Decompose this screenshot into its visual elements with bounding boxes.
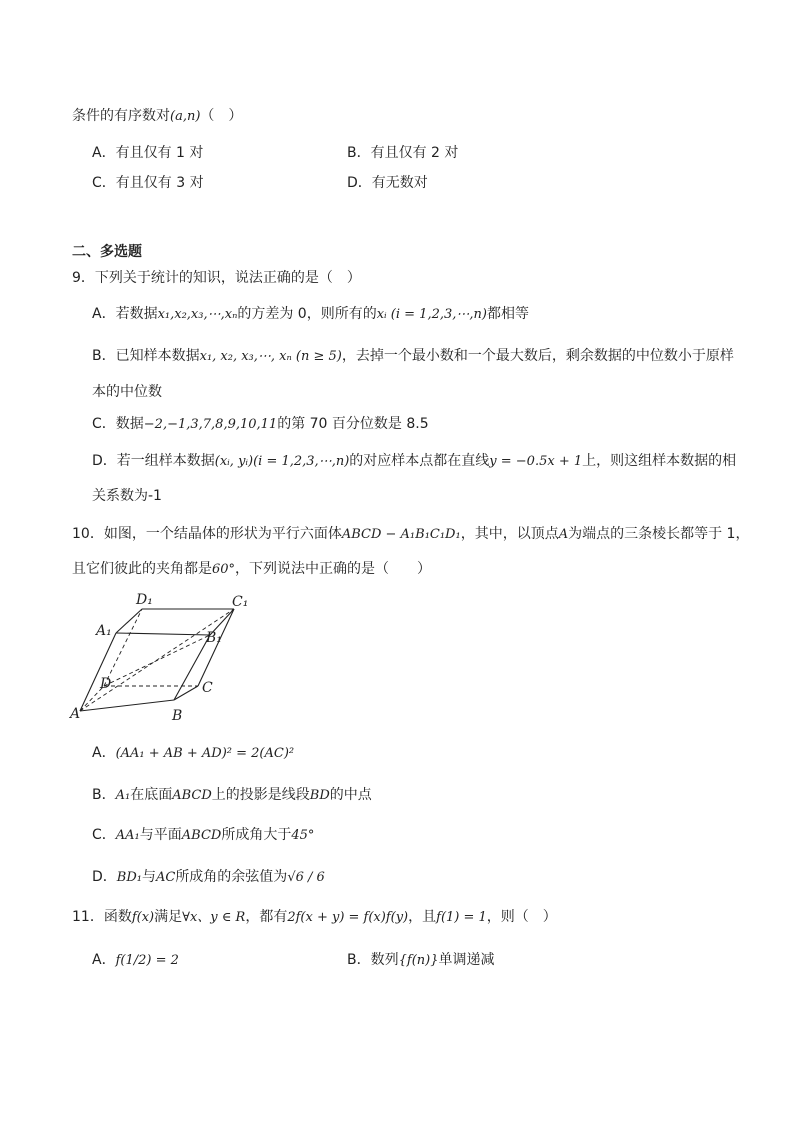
q10-stem-line1 [72,524,749,545]
q11-b-math: {f(n)} [398,953,439,968]
q10-b-math3: BD [309,788,330,803]
q11-a-math: f(1/2) = 2 [115,953,179,968]
q9-d-math1: (xᵢ, yᵢ)(i = 1,2,3,⋯,n) [214,454,350,469]
q9-b-text2: ，去掉一个最小数和一个最大数后，剩余数据的中位数小于原样 [341,348,734,364]
q8-ordered-pair: (a,n) [170,109,201,124]
q8-stem-text: 条件的有序数对 [72,108,170,124]
q10-math2: A [558,527,569,542]
q9-a-text3: 都相等 [486,306,529,322]
q11-option-b [347,950,494,971]
label-C: C [202,680,213,696]
q9-b-math1: x₁, x₂, x₃,⋯, xₙ (n ≥ 5) [199,349,342,364]
q11-text3: ，都有 [245,909,288,925]
q10-text1: 10．如图，一个结晶体的形状为平行六面体 [72,526,342,542]
q10-b-label: B． [92,787,116,803]
q10-option-a [92,743,294,764]
label-B1: B₁ [206,630,222,646]
q10-text4: 且它们彼此的夹角都是 [72,561,212,577]
q9-option-d [92,451,736,472]
label-A: A [70,706,81,722]
label-A1: A₁ [96,623,112,639]
q8-option-a: A．有且仅有 1 对 [92,145,204,161]
q10-b-math1: A₁ [115,788,131,803]
q10-option-c [92,825,314,846]
q10-d-math3: √6 / 6 [287,870,325,885]
q10-d-text2: 所成角的余弦值为 [175,869,288,885]
q9-c-text1: C．数据 [92,416,144,432]
q11-math1: f(x) [131,910,155,925]
q9-a-math2: xᵢ (i = 1,2,3,⋯,n) [376,307,487,322]
q11-text4: ，且 [408,909,437,925]
edge-A1-D1 [116,609,142,633]
q10-d-math2: AC [155,870,176,885]
q9-b-text1: B．已知样本数据 [92,348,200,364]
q10-option-d [92,867,325,888]
q8-option-b: B．有且仅有 2 对 [347,145,459,161]
q10-b-text1: 在底面 [130,787,173,803]
q10-c-math1: AA₁ [115,828,140,843]
label-B: B [172,708,183,724]
diagonal-D-B1 [104,635,210,686]
q9-d-text2: 的对应样本点都在直线 [349,453,490,469]
q10-a-label: A． [92,745,116,761]
q11-b-text2: 单调递减 [438,952,495,968]
parallelepiped-figure [66,590,266,730]
q9-option-b-line2: 本的中位数 [92,384,162,400]
label-C1: C₁ [232,594,249,610]
q10-text5: ，下列说法中正确的是（ ） [235,561,432,577]
label-D: D [100,676,112,692]
q10-d-label: D． [92,869,117,885]
q10-b-text2: 上的投影是线段 [211,787,310,803]
q11-a-label: A． [92,952,116,968]
q11-option-a [92,950,179,971]
q11-math2: ∀x、y ∈ R [182,910,246,925]
q9-a-math1: x₁,x₂,x₃,⋯,xₙ [157,307,238,322]
q11-math4: f(1) = 1 [436,910,487,925]
q9-a-text2: 的方差为 0，则所有的 [237,306,377,322]
q11-stem [72,907,557,928]
q8-stem-tail [72,106,242,127]
q9-c-math1: −2,−1,3,7,8,9,10,11 [143,417,278,432]
q10-a-math: (AA₁ + AB + AD)² = 2(AC)² [115,746,295,761]
q10-d-math1: BD₁ [116,870,142,885]
q10-text2: ，其中，以顶点 [460,526,559,542]
label-D1: D₁ [136,592,153,608]
q9-d-math2: y = −0.5x + 1 [489,454,583,469]
q9-option-d-line2: 关系数为-1 [92,488,162,504]
q11-math3: 2f(x + y) = f(x)f(y) [287,910,409,925]
q9-option-a [92,304,529,325]
q11-text5: ，则（ ） [486,909,557,925]
q10-c-label: C． [92,827,116,843]
q8-option-c: C．有且仅有 3 对 [92,175,204,191]
q11-b-text1: B．数列 [347,952,399,968]
q10-text3: 为端点的三条棱长都等于 1， [568,526,750,542]
q10-c-math2: ABCD [181,828,222,843]
q10-c-text1: 与平面 [139,827,182,843]
q9-c-text2: 的第 70 百分位数是 8.5 [277,416,429,432]
q9-stem: 9．下列关于统计的知识，说法正确的是（ ） [72,270,361,286]
section-title: 二、多选题 [72,244,142,260]
q10-b-math2: ABCD [172,788,212,803]
q9-a-text1: A．若数据 [92,306,158,322]
q10-c-text2: 所成角大于 [221,827,292,843]
q10-option-b [92,785,372,806]
q8-option-d: D．有无数对 [347,175,428,191]
q10-math1: ABCD − A₁B₁C₁D₁ [341,527,461,542]
q10-d-text1: 与 [141,869,156,885]
q10-math3: 60° [212,562,236,577]
q11-text2: 满足 [154,909,183,925]
q9-option-b [92,346,734,367]
q9-d-text3: 上，则这组样本数据的相 [582,453,737,469]
q9-option-c [92,414,429,435]
q11-text1: 11．函数 [72,909,132,925]
q10-b-text3: 的中点 [329,787,372,803]
q10-c-math3: 45° [291,828,315,843]
q10-stem-line2 [72,559,431,580]
q8-paren: （ ） [200,108,243,124]
q9-d-text1: D．若一组样本数据 [92,453,215,469]
